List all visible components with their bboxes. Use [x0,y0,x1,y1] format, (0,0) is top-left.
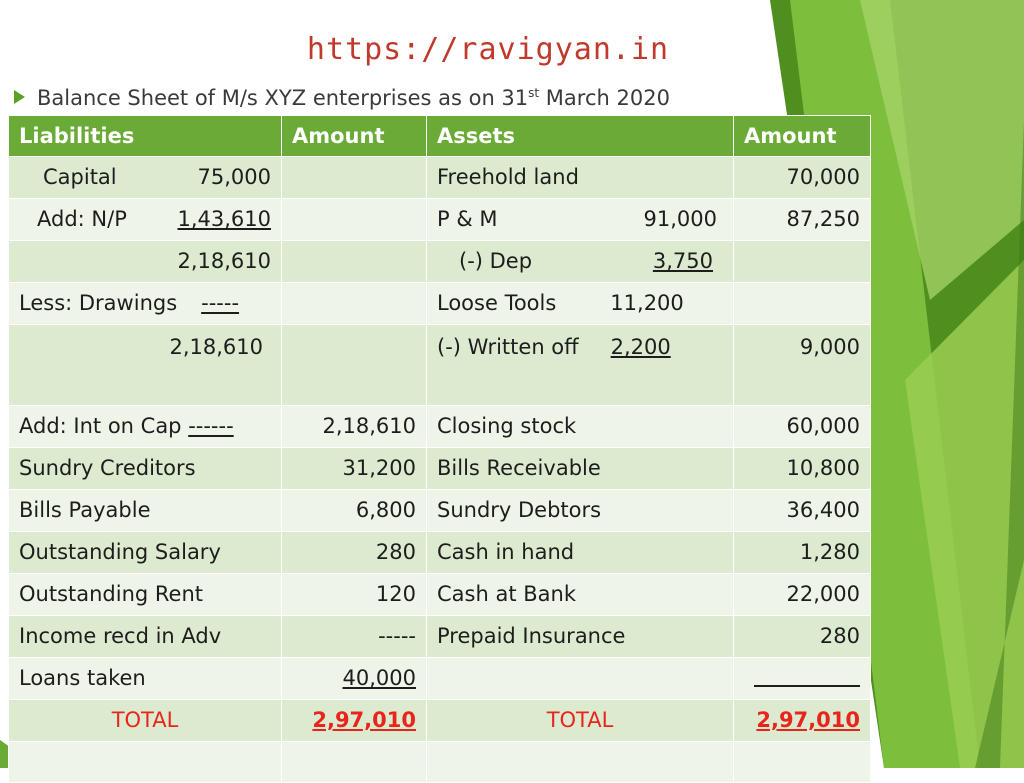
liability-label: Add: Int on Cap [19,414,182,438]
header-liabilities: Liabilities [9,116,282,157]
table-header-row [9,116,871,157]
page-subtitle [14,86,670,110]
subtitle-main: Balance Sheet of M/s XYZ enterprises as on 31 [37,86,529,110]
liability-subamount: ----- [201,291,240,315]
liabilities-total-amount: 2,97,010 [282,700,427,742]
asset-label [427,658,734,700]
asset-cell [427,241,734,283]
asset-amount: 10,800 [734,448,871,490]
asset-label: Freehold land [427,157,734,199]
table-row [9,406,871,448]
liability-cell [9,283,282,325]
header-assets: Assets [427,116,734,157]
liability-label: Sundry Creditors [9,448,282,490]
liability-amount: 2,18,610 [282,406,427,448]
asset-amount: 60,000 [734,406,871,448]
total-row [9,700,871,742]
liability-subtotal: 2,18,610 [9,325,282,406]
liability-amount [282,325,427,406]
subtitle-ordinal: st [528,86,540,100]
asset-amount [734,283,871,325]
liability-label: Outstanding Salary [9,532,282,574]
asset-label: (-) Dep [459,249,533,273]
asset-amount [734,241,871,283]
asset-subamount: 91,000 [643,207,717,231]
triangle-bullet-icon [14,90,25,104]
asset-amount: 36,400 [734,490,871,532]
asset-subamount: 2,200 [610,335,671,359]
asset-label: Cash at Bank [427,574,734,616]
asset-label: Sundry Debtors [427,490,734,532]
table-row [9,157,871,199]
liability-subamount: 1,43,610 [177,207,271,231]
liability-subamount: 75,000 [197,165,271,189]
total-rule-line [754,667,860,687]
subtitle-end: March 2020 [539,86,670,110]
table-row [9,490,871,532]
asset-amount: 9,000 [734,325,871,406]
assets-total-amount: 2,97,010 [734,700,871,742]
table-row [9,241,871,283]
liability-amount: 6,800 [282,490,427,532]
asset-amount: 1,280 [734,532,871,574]
liability-label: Less: Drawings [19,291,178,315]
liability-amount [282,199,427,241]
liability-label: Income recd in Adv [9,616,282,658]
asset-cell [427,283,734,325]
empty-cell [734,742,871,783]
liability-amount: ----- [282,616,427,658]
liability-subtotal: 2,18,610 [9,241,282,283]
table-row [9,658,871,700]
asset-label: Prepaid Insurance [427,616,734,658]
liability-label: Loans taken [9,658,282,700]
liability-amount: 40,000 [282,658,427,700]
asset-cell [427,199,734,241]
table-row [9,283,871,325]
liability-cell [9,157,282,199]
liability-amount: 120 [282,574,427,616]
asset-subamount: 11,200 [610,291,684,315]
asset-amount: 70,000 [734,157,871,199]
empty-cell [427,742,734,783]
asset-cell [427,325,734,406]
asset-label: (-) Written off [437,335,579,359]
asset-label: Cash in hand [427,532,734,574]
table-row-empty [9,742,871,783]
asset-label: Closing stock [427,406,734,448]
balance-sheet-table [8,115,871,783]
asset-amount: 22,000 [734,574,871,616]
liability-label: Bills Payable [9,490,282,532]
table-row [9,616,871,658]
header-assets-amount: Amount [734,116,871,157]
asset-amount-rule [734,658,871,700]
asset-label: P & M [437,207,498,231]
asset-amount: 87,250 [734,199,871,241]
table-row [9,325,871,406]
liability-amount [282,241,427,283]
table-row [9,574,871,616]
liability-label: Outstanding Rent [9,574,282,616]
liability-label: Add: N/P [37,207,127,231]
table-row [9,448,871,490]
header-liabilities-amount: Amount [282,116,427,157]
site-url: https://ravigyan.in [306,32,670,67]
liability-cell [9,199,282,241]
empty-cell [9,742,282,783]
table-row [9,532,871,574]
liability-amount [282,283,427,325]
asset-label: Loose Tools [437,291,557,315]
liability-subamount: ------ [188,414,234,438]
asset-label: Bills Receivable [427,448,734,490]
liability-amount [282,157,427,199]
table-row [9,199,871,241]
liabilities-total-label: TOTAL [9,700,282,742]
liability-label: Capital [43,165,117,189]
liability-amount: 280 [282,532,427,574]
assets-total-label: TOTAL [427,700,734,742]
liability-amount: 31,200 [282,448,427,490]
asset-amount: 280 [734,616,871,658]
liability-cell [9,406,282,448]
empty-cell [282,742,427,783]
asset-subamount: 3,750 [652,249,713,273]
